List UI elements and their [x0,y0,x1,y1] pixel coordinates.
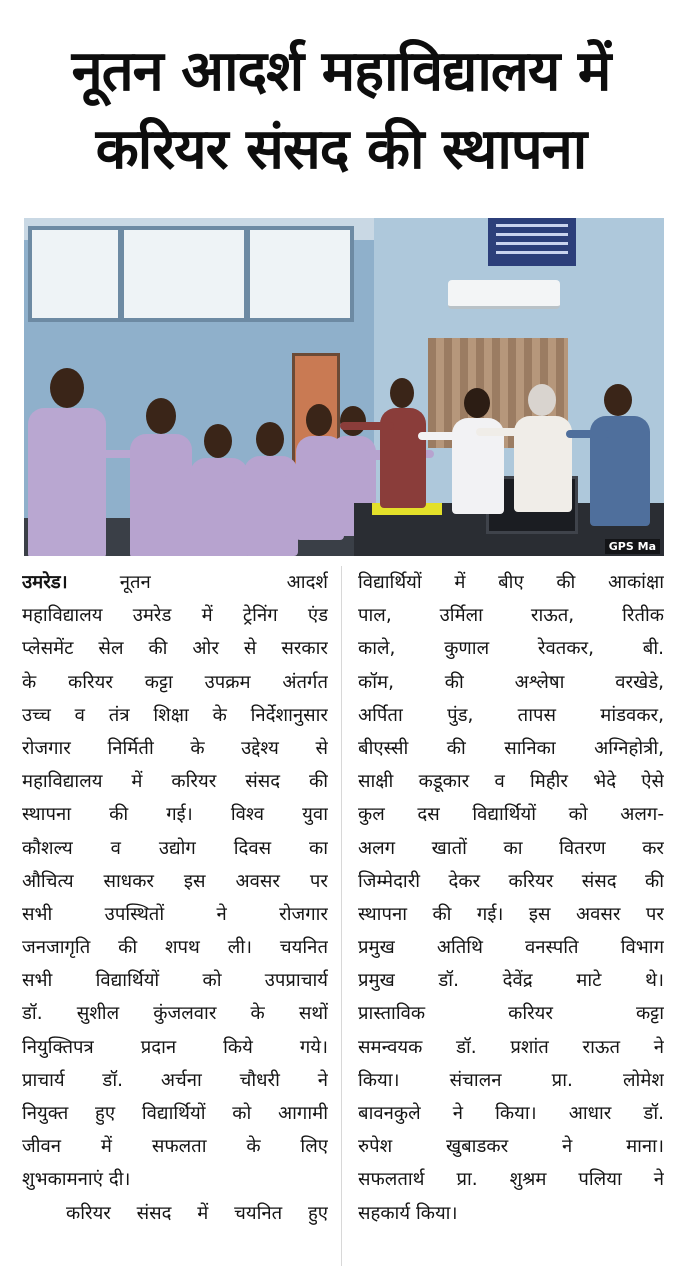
photo-watermark: GPS Ma [605,539,660,554]
article-line: सभी उपस्थितों ने रोजगार [22,903,328,925]
article-line: जीवन में सफलता के लिए [22,1136,328,1158]
article-line: साक्षी कडूकार व मिहीर भेदे ऐसे [358,771,664,793]
article-line: अलग खातों का वितरण कर [358,837,664,859]
article-line: करियर संसद में चयनित हुए [66,1202,328,1224]
article-line: विद्यार्थियों में बीए की आकांक्षा [358,572,664,593]
column-divider [341,566,342,1266]
article-column-left [22,566,328,1230]
article-line: महाविद्यालय उमरेड में ट्रेनिंग एंड [22,605,328,627]
article-line: स्थापना की गई। विश्व युवा [22,804,328,826]
article-line: प्रमुख डॉ. देवेंद्र माटे थे। [358,970,664,992]
article-line: सहकार्य किया। [358,1202,458,1224]
photo-window [28,226,122,322]
article-line: उच्च व तंत्र शिक्षा के निर्देशानुसार [22,704,328,726]
article-line: प्रमुख अतिथि वनस्पति विभाग [358,937,664,959]
article-line: किया। संचालन प्रा. लोमेश [358,1069,664,1091]
photo-window [120,226,248,322]
article-line: काले, कुणाल रेवतकर, बी. [358,638,664,660]
article-line: महाविद्यालय में करियर संसद की [22,771,328,793]
article-line: कॉम, की अश्लेषा वरखेडे, [358,671,664,693]
dateline: उमरेड। [22,572,68,593]
article-line: स्थापना की गई। इस अवसर पर [358,903,664,925]
article-line: जनजागृति की शपथ ली। चयनित [22,937,328,959]
headline-line-1: नूतन आदर्श महाविद्यालय में [71,39,611,104]
article-line: अर्पिता पुंड, तापस मांडवकर, [358,704,664,726]
news-photo [24,218,664,556]
photo-window [246,226,354,322]
article-line: सफलतार्थ प्रा. शुश्रम पलिया ने [358,1169,664,1191]
article-line: जिम्मेदारी देकर करियर संसद की [358,870,664,892]
article-line: उमरेड। नूतन आदर्श [22,572,328,593]
article-line: रुपेश खुबाडकर ने माना। [358,1136,664,1158]
headline-line-2: करियर संसद की स्थापना [95,117,587,182]
article-line: डॉ. सुशील कुंजलवार के सथों [22,1003,328,1025]
article-line: समन्वयक डॉ. प्रशांत राऊत ने [358,1036,664,1058]
article-line: कुल दस विद्यार्थियों को अलग- [358,804,664,826]
article-line: प्रास्ताविक करियर कट्टा [358,1003,664,1025]
article-column-right [358,566,664,1230]
article-line: प्लेसमेंट सेल की ओर से सरकार [22,638,328,660]
article-line: कौशल्य व उद्योग दिवस का [22,837,328,859]
article-line: के करियर कट्टा उपक्रम अंतर्गत [22,671,328,693]
photo-notice-board [488,218,576,266]
article-line: औचित्य साधकर इस अवसर पर [22,870,328,892]
article-line: प्राचार्य डॉ. अर्चना चौधरी ने [22,1069,328,1091]
article-line: नियुक्तिपत्र प्रदान किये गये। [22,1036,328,1058]
article-line: बीएस्सी की सानिका अग्निहोत्री, [358,737,664,759]
article-line: पाल, उर्मिला राऊत, रितीक [358,605,664,627]
article-line: सभी विद्यार्थियों को उपप्राचार्य [22,970,328,992]
photo-air-conditioner [448,280,560,309]
article-line: शुभकामनाएं दी। [22,1169,131,1191]
article-line: नियुक्त हुए विद्यार्थियों को आगामी [22,1103,328,1124]
article-line: बावनकुले ने किया। आधार डॉ. [358,1103,664,1124]
article-line: रोजगार निर्मिती के उद्देश्य से [22,737,328,759]
